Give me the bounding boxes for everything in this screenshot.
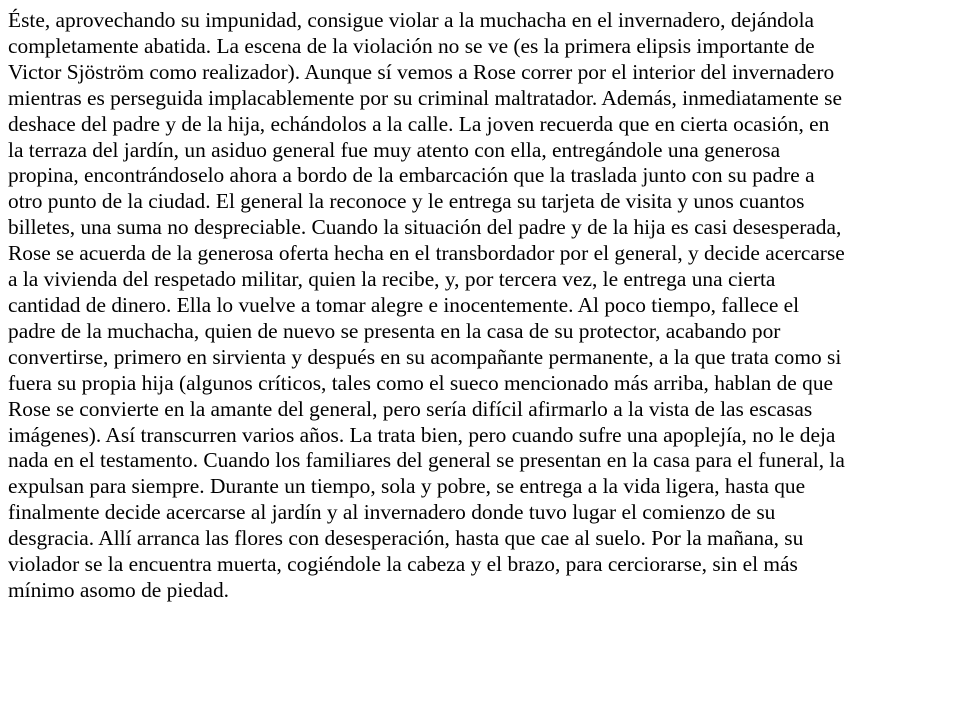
text-line: Rose se acuerda de la generosa oferta hecha en el transbordador por el general, y decide acercarse	[8, 241, 845, 266]
text-line: mínimo asomo de piedad.	[8, 577, 229, 602]
text-line: a la vivienda del respetado militar, quien la recibe, y, por tercera vez, le entrega una cierta	[8, 267, 776, 292]
text-line: Victor Sjöström como realizador). Aunque sí vemos a Rose correr por el interior del invernadero	[8, 59, 835, 84]
text-line: nada en el testamento. Cuando los familiares del general se presentan en la casa para el funeral, la	[8, 448, 845, 473]
text-line: Rose se convierte en la amante del general, pero sería difícil afirmarlo a la vista de las escasas	[8, 396, 813, 421]
text-line: convertirse, primero en sirvienta y después en su acompañante permanente, a la que trata como si	[8, 344, 842, 369]
text-line: cantidad de dinero. Ella lo vuelve a tomar alegre e inocentemente. Al poco tiempo, fallece el	[8, 292, 800, 317]
text-line: Éste, aprovechando su impunidad, consigue violar a la muchacha en el invernadero, dejándola	[8, 8, 815, 32]
text-line: otro punto de la ciudad. El general la reconoce y le entrega su tarjeta de visita y unos cuantos	[8, 189, 805, 214]
text-line: violador se la encuentra muerta, cogiéndole la cabeza y el brazo, para cerciorarse, sin el más	[8, 552, 798, 577]
text-line: finalmente decide acercarse al jardín y al invernadero donde tuvo lugar el comienzo de su	[8, 500, 776, 525]
text-line: imágenes). Así transcurren varios años. La trata bien, pero cuando sufre una apoplejía, no le deja	[8, 422, 836, 447]
text-line: fuera su propia hija (algunos críticos, tales como el sueco mencionado más arriba, hablan de que	[8, 370, 834, 395]
text-line: billetes, una suma no despreciable. Cuando la situación del padre y de la hija es casi desesperada,	[8, 215, 842, 240]
body-paragraph	[8, 8, 954, 604]
text-line: mientras es perseguida implacablemente por su criminal maltratador. Además, inmediatamente se	[8, 85, 842, 110]
text-line: deshace del padre y de la hija, echándolos a la calle. La joven recuerda que en cierta ocasión, en	[8, 111, 830, 136]
text-line: propina, encontrándoselo ahora a bordo de la embarcación que la traslada junto con su padre a	[8, 163, 815, 188]
text-line: desgracia. Allí arranca las flores con desesperación, hasta que cae al suelo. Por la mañana, su	[8, 526, 804, 551]
text-line: padre de la muchacha, quien de nuevo se presenta en la casa de su protector, acabando por	[8, 318, 781, 343]
text-line: completamente abatida. La escena de la violación no se ve (es la primera elipsis importante de	[8, 33, 815, 58]
text-line: la terraza del jardín, un asiduo general fue muy atento con ella, entregándole una generosa	[8, 137, 781, 162]
text-line: expulsan para siempre. Durante un tiempo, sola y pobre, se entrega a la vida ligera, hasta que	[8, 474, 806, 499]
